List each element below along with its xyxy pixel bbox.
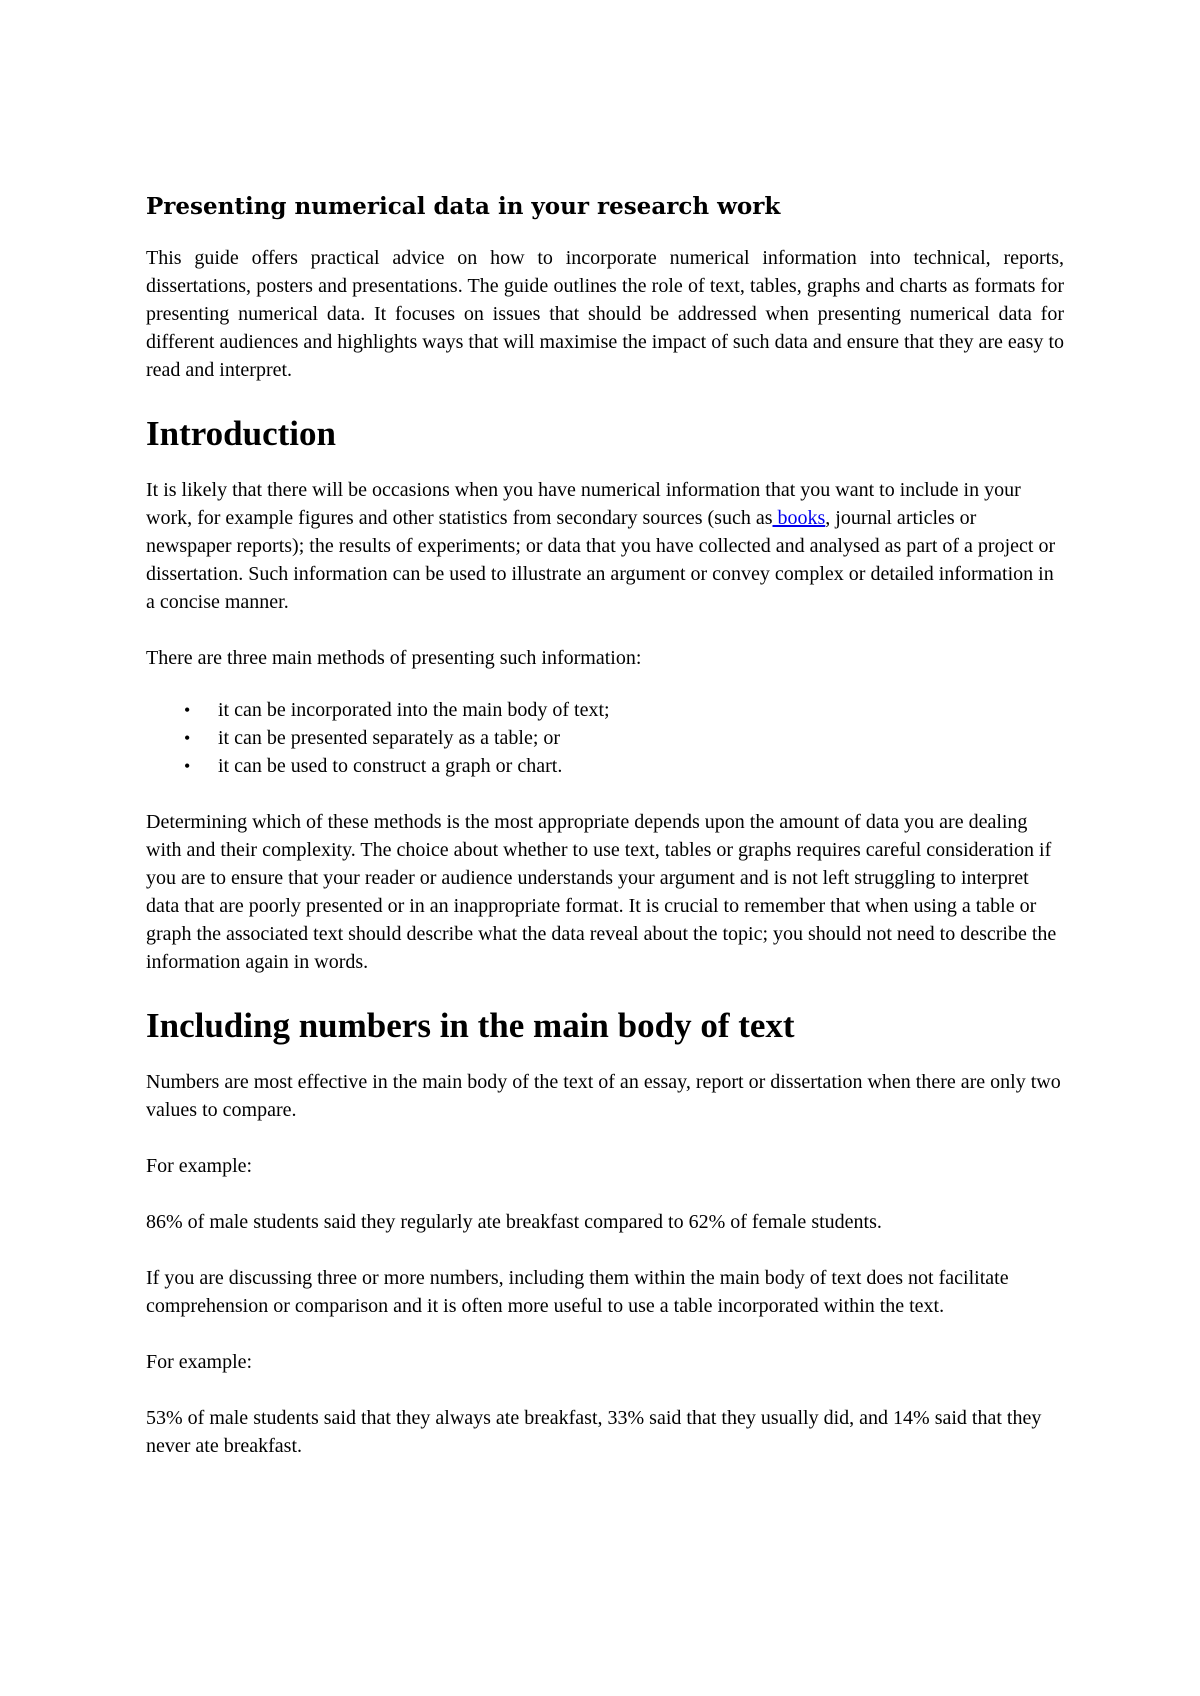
list-item — [146, 696, 1064, 724]
example-label-2: For example: — [146, 1351, 253, 1373]
introduction-heading: Introduction — [146, 414, 336, 453]
list-item — [146, 752, 1064, 780]
bullet-icon: • — [184, 700, 191, 720]
example-2: 53% of male students said that they always ate breakfast, 33% said that they usually did, and 14% said that they never ate breakfast. — [146, 1407, 1042, 1457]
bullet-icon: • — [184, 728, 191, 748]
list-item — [146, 724, 1064, 752]
list-item-text: it can be presented separately as a table; or — [218, 727, 561, 749]
books-link[interactable]: books — [772, 507, 826, 529]
list-item-text: it can be used to construct a graph or chart. — [218, 755, 563, 777]
intro-paragraph: This guide offers practical advice on how to incorporate numerical information into technical, reports, dissertations, posters and presentations. The guide outlines the role of text, tables, graphs and charts as formats for presenting numerical data. It focuses on issues that should be addressed when presenting numerical data for different audiences and highlights ways that will maximise the impact of such data and ensure that they are easy to read and interpret. — [146, 247, 1064, 381]
document-title: Presenting numerical data in your research work — [146, 193, 781, 220]
example-1: 86% of male students said they regularly ate breakfast compared to 62% of female students. — [146, 1211, 882, 1233]
introduction-paragraph-1 — [146, 476, 1064, 616]
methods-list — [146, 696, 1064, 780]
list-item-text: it can be incorporated into the main body of text; — [218, 699, 610, 721]
including-numbers-paragraph-1: Numbers are most effective in the main body of the text of an essay, report or dissertation when there are only two values to compare. — [146, 1071, 1061, 1121]
introduction-paragraph-3: Determining which of these methods is the most appropriate depends upon the amount of data you are dealing with and their complexity. The choice about whether to use text, tables or graphs requires careful consideration if you are to ensure that your reader or audience understands your argument and is not left struggling to interpret data that are poorly presented or in an inappropriate format. It is crucial to remember that when using a table or graph the associated text should describe what the data reveal about the topic; you should not need to describe the information again in words. — [146, 811, 1057, 973]
introduction-paragraph-1-end: , journal articles or newspaper reports); the results of experiments; or data that you have collected and analysed as part of a project or dissertation. Such information can be used to illustrate an argument or convey complex or detailed information in a concise manner. — [146, 507, 1056, 613]
example-label-1: For example: — [146, 1155, 253, 1177]
introduction-paragraph-2: There are three main methods of presenting such information: — [146, 647, 642, 669]
including-numbers-paragraph-2: If you are discussing three or more numbers, including them within the main body of text does not facilitate comprehension or comparison and it is often more useful to use a table incorporated within the text. — [146, 1267, 1009, 1317]
bullet-icon: • — [184, 756, 191, 776]
document-page — [146, 192, 1064, 1488]
introduction-paragraph-1-start: It is likely that there will be occasions when you have numerical information that you want to include in your work, for example figures and other statistics from secondary sources (such as — [146, 479, 1021, 529]
including-numbers-heading: Including numbers in the main body of text — [146, 1006, 795, 1045]
